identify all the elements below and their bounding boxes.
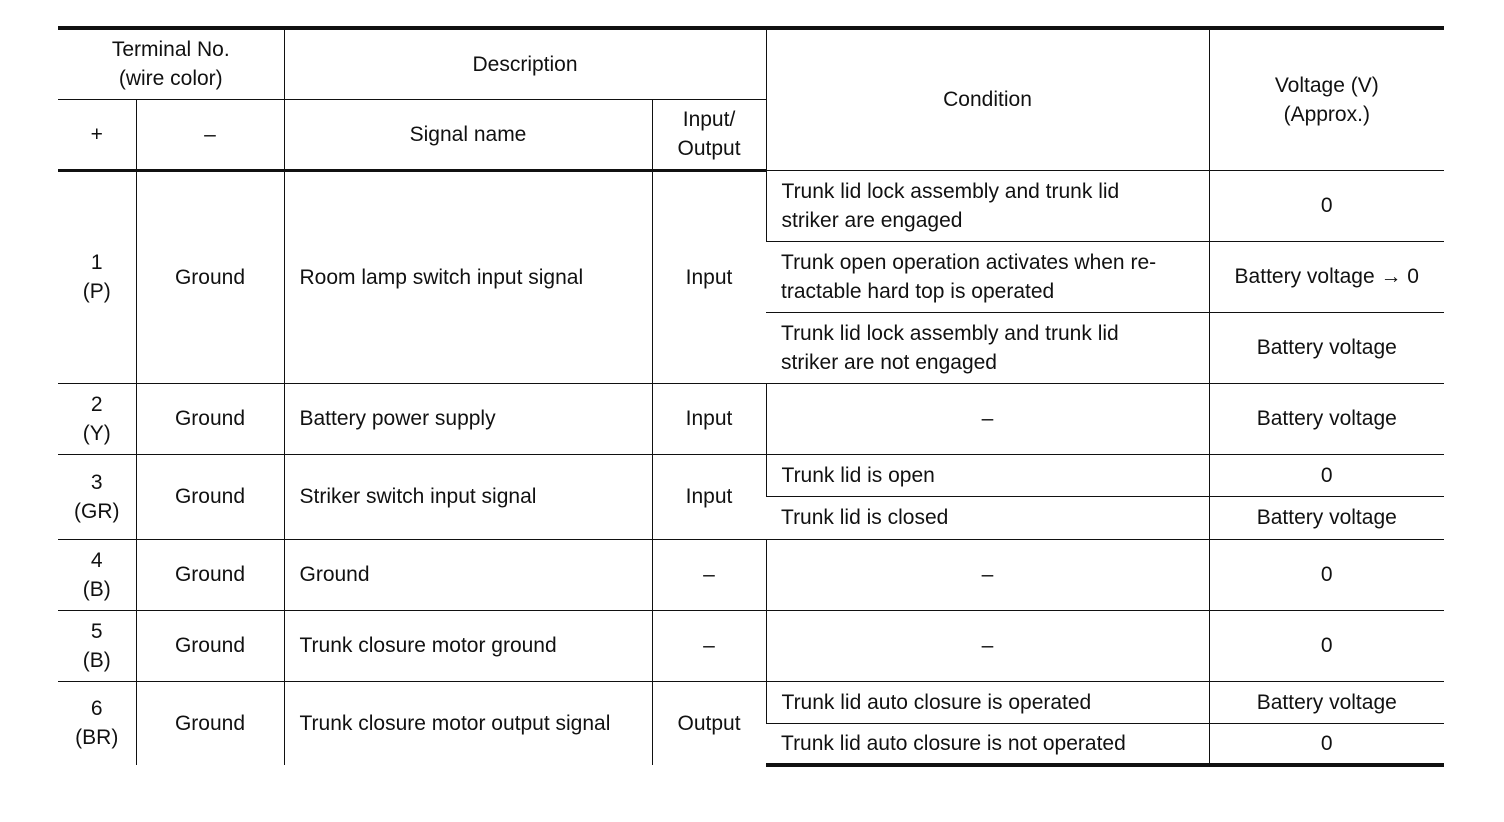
signal-name-cell: Battery power supply — [284, 383, 652, 454]
io-cell: Input — [652, 383, 766, 454]
terminal-no-header — [58, 28, 284, 99]
condition-cell — [766, 312, 1209, 383]
voltage-cell: Battery voltage → 0 — [1209, 241, 1444, 312]
condition-cell: – — [766, 539, 1209, 610]
condition-cell — [766, 170, 1209, 241]
voltage-cell: Battery voltage — [1209, 496, 1444, 539]
terminal-number: 4 — [90, 548, 103, 572]
signal-name-cell: Striker switch input signal — [284, 454, 652, 539]
ground-cell: Ground — [136, 383, 284, 454]
wire-color: (B) — [82, 577, 111, 601]
voltage-cell: 0 — [1209, 610, 1444, 681]
approx-label: (Approx.) — [1283, 102, 1370, 126]
condition-cell: – — [766, 383, 1209, 454]
wire-color: (BR) — [75, 726, 119, 750]
voltage-label: Voltage (V) — [1274, 73, 1379, 97]
signal-name-cell: Room lamp switch input signal — [284, 170, 652, 383]
terminal-cell — [58, 681, 136, 765]
signal-name-cell: Trunk closure motor ground — [284, 610, 652, 681]
table-row — [58, 170, 1444, 241]
table-row — [58, 454, 1444, 496]
condition-header: Condition — [766, 28, 1209, 170]
wire-color: (B) — [82, 648, 111, 672]
condition-cell: – — [766, 610, 1209, 681]
io-label-line1: Input/ — [682, 108, 736, 131]
terminal-number: 3 — [90, 470, 103, 494]
wire-color-label: (wire color) — [118, 67, 223, 91]
ground-cell: Ground — [136, 539, 284, 610]
voltage-header — [1209, 28, 1444, 170]
terminal-number: 1 — [90, 251, 103, 274]
table-row — [58, 539, 1444, 610]
condition-cell — [766, 241, 1209, 312]
io-cell: Output — [652, 681, 766, 765]
condition-text: Trunk open operation activates when re- — [781, 250, 1157, 274]
condition-text: tractable hard top is operated — [781, 279, 1055, 303]
terminal-cell — [58, 454, 136, 539]
signal-name-header: Signal name — [284, 99, 652, 170]
ground-cell: Ground — [136, 610, 284, 681]
condition-cell: Trunk lid is open — [766, 454, 1209, 496]
table-row — [58, 681, 1444, 723]
wire-color: (P) — [82, 280, 111, 303]
terminal-no-label: Terminal No. — [111, 38, 230, 62]
io-cell: Input — [652, 170, 766, 383]
condition-cell: Trunk lid is closed — [766, 496, 1209, 539]
io-cell: Input — [652, 454, 766, 539]
voltage-cell: 0 — [1209, 723, 1444, 765]
ground-cell: Ground — [136, 170, 284, 383]
voltage-cell: 0 — [1209, 170, 1444, 241]
terminal-cell — [58, 610, 136, 681]
condition-text: Trunk lid lock assembly and trunk lid — [781, 321, 1119, 345]
description-header: Description — [284, 28, 766, 99]
voltage-cell: Battery voltage — [1209, 383, 1444, 454]
voltage-cell: Battery voltage — [1209, 681, 1444, 723]
table-row — [58, 383, 1444, 454]
minus-header: – — [136, 99, 284, 170]
condition-text: striker are engaged — [781, 208, 963, 232]
signal-name-cell: Ground — [284, 539, 652, 610]
terminal-number: 5 — [90, 619, 103, 643]
io-cell: – — [652, 539, 766, 610]
condition-text: striker are not engaged — [781, 350, 997, 374]
ground-cell: Ground — [136, 454, 284, 539]
condition-cell: Trunk lid auto closure is operated — [766, 681, 1209, 723]
voltage-cell: Battery voltage — [1209, 312, 1444, 383]
terminal-cell — [58, 539, 136, 610]
voltage-cell: 0 — [1209, 539, 1444, 610]
table-row — [58, 610, 1444, 681]
terminal-cell — [58, 170, 136, 383]
condition-text: Trunk lid lock assembly and trunk lid — [781, 179, 1120, 203]
header-row-1 — [58, 28, 1444, 99]
io-label-line2: Output — [677, 137, 741, 160]
terminal-number: 6 — [90, 697, 103, 721]
voltage-cell: 0 — [1209, 454, 1444, 496]
io-cell: – — [652, 610, 766, 681]
signal-name-cell: Trunk closure motor output signal — [284, 681, 652, 765]
condition-cell: Trunk lid auto closure is not operated — [766, 723, 1209, 765]
plus-header: + — [58, 99, 136, 170]
wire-color: (GR) — [74, 499, 120, 523]
wire-color: (Y) — [82, 421, 111, 445]
io-header — [652, 99, 766, 170]
terminal-cell — [58, 383, 136, 454]
terminal-spec-table — [58, 26, 1444, 767]
terminal-number: 2 — [90, 392, 103, 416]
ground-cell: Ground — [136, 681, 284, 765]
